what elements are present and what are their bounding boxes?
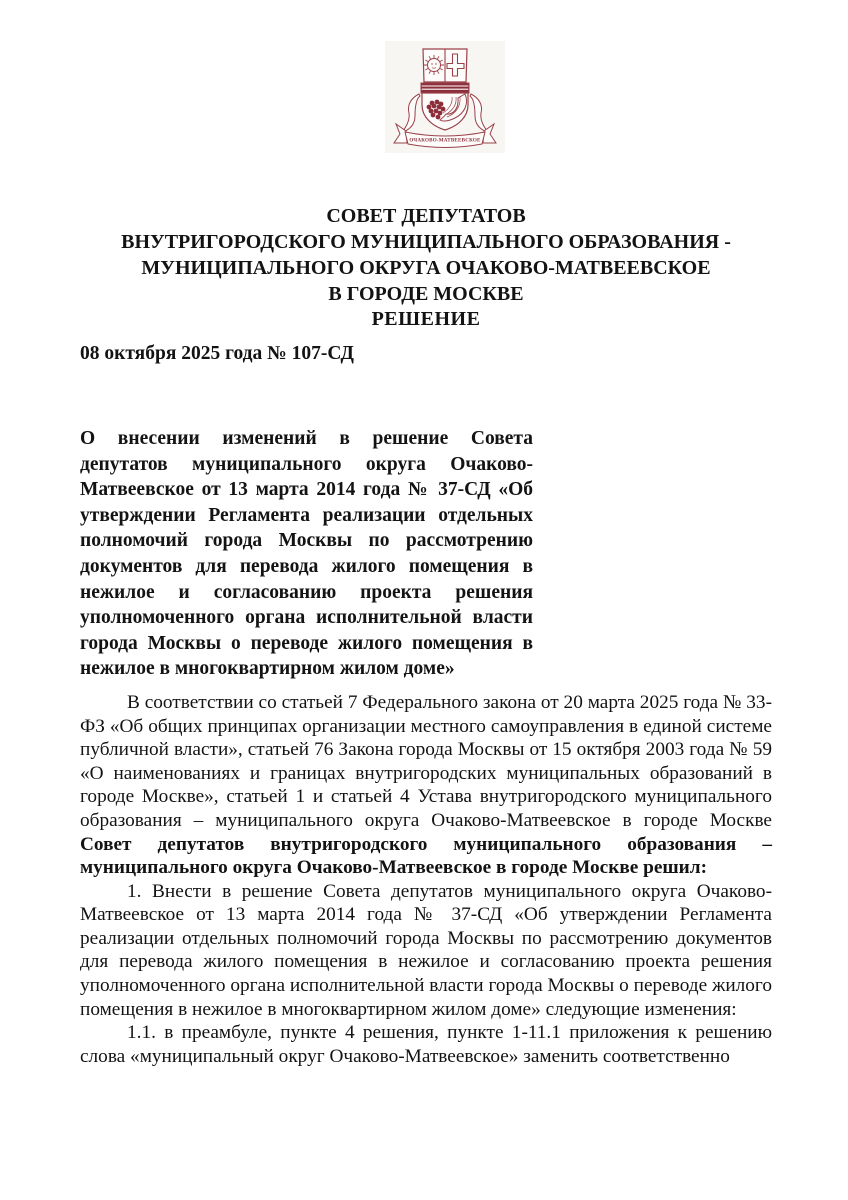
- doc-type-title: РЕШЕНИЕ: [371, 308, 481, 330]
- org-name-line-2: ВНУТРИГОРОДСКОГО МУНИЦИПАЛЬНОГО ОБРАЗОВАНИЯ -: [121, 231, 731, 253]
- date-number-line: 08 октября 2025 года № 107-СД: [80, 343, 354, 364]
- org-name-header: [80, 203, 772, 307]
- coat-of-arms-ribbon-text: ОЧАКОВО-МАТВЕЕВСКОЕ: [409, 137, 481, 144]
- paragraph-item-1-1: 1.1. в преамбуле, пункте 4 решения, пункте 1-11.1 приложения к решению слова «муниципальный округ Очаково-Матвеевское» заменить соответственно: [80, 1022, 772, 1067]
- coat-of-arms: [385, 41, 505, 153]
- preamble-bold-resolution-text: Совет депутатов внутригородского муниципального образования – муниципального округа Очаково-Матвеевское в городе Москве решил:: [80, 833, 772, 879]
- org-name-line-3: МУНИЦИПАЛЬНОГО ОКРУГА ОЧАКОВО-МАТВЕЕВСКОЕ: [141, 257, 711, 279]
- paragraph-preamble: [80, 691, 772, 880]
- paragraph-item-1: 1. Внести в решение Совета депутатов муниципального округа Очаково-Матвеевское от 13 марта 2014 года № 37-СД «Об утверждении Регламента реализации отдельных полномочий города Москвы по рассмотрению документов для перевода жилого помещения в нежилое и согласованию проекта решения уполномоченного органа исполнительной власти города Москвы о переводе жилого помещения в нежилое в многоквартирном жилом доме» следующие изменения:: [80, 880, 772, 1020]
- decision-title-block: О внесении изменений в решение Совета депутатов муниципального округа Очаково-Матвеевское от 13 марта 2014 года № 37-СД «Об утверждении Регламента реализации отдельных полномочий города Москвы по рассмотрению документов для перевода жилого помещения в нежилое и согласованию проекта решения уполномоченного органа исполнительной власти города Москвы о переводе жилого помещения в нежилое в многоквартирном жилом доме»: [80, 428, 533, 680]
- document-body: [80, 691, 772, 1069]
- org-name-line-4: В ГОРОДЕ МОСКВЕ: [328, 283, 524, 305]
- org-name-line-1: СОВЕТ ДЕПУТАТОВ: [326, 205, 526, 227]
- coat-of-arms-icon: [385, 41, 505, 153]
- preamble-normal-text: В соответствии со статьей 7 Федерального закона от 20 марта 2025 года № 33-ФЗ «Об общих принципах организации местного самоуправления в единой системе публичной власти», статьей 76 Закона города Москвы от 15 октября 2003 года № 59 «О наименованиях и границах внутригородских муниципальных образований в городе Москве», статьей 1 и статьей 4 Устава внутригородского муниципального образования – муниципального округа Очаково-Матвеевское в городе Москве: [80, 691, 772, 831]
